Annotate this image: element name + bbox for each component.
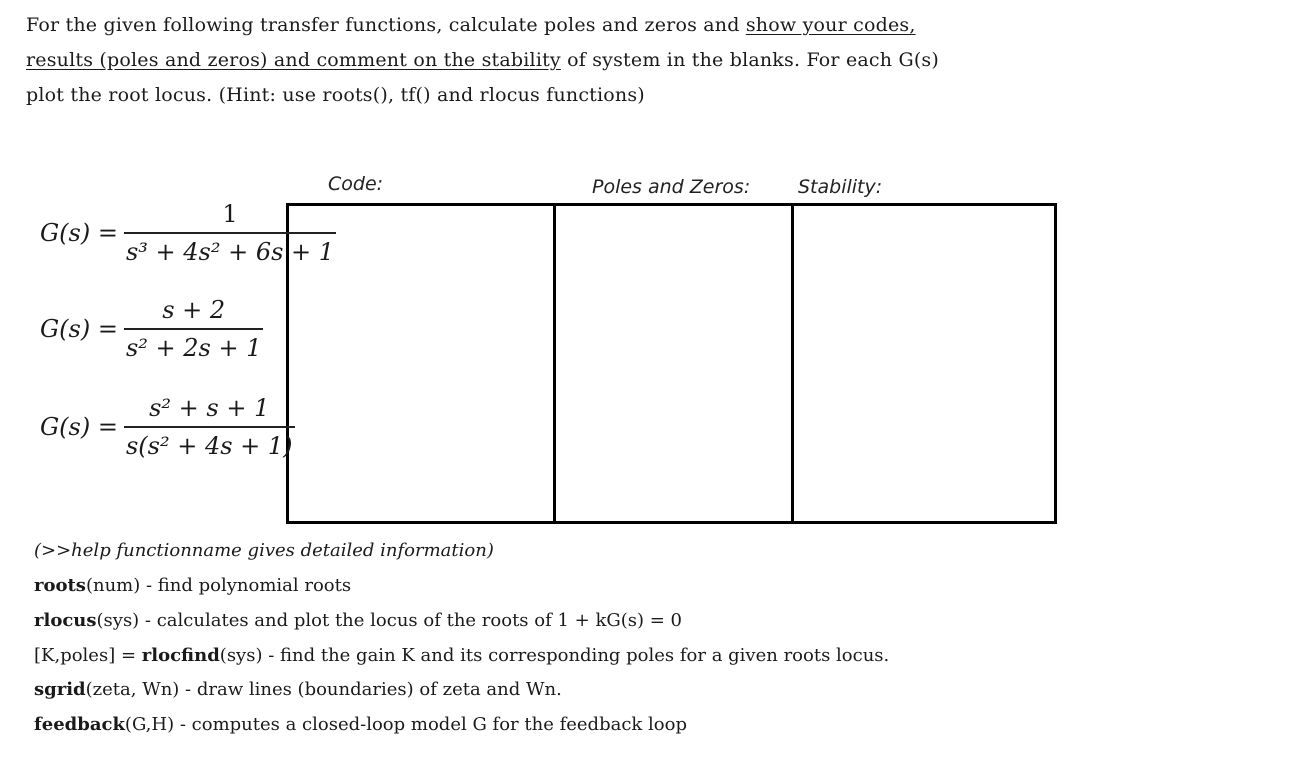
function-name: rlocus [34, 610, 97, 631]
column-divider [791, 206, 794, 521]
transfer-function-3 [40, 394, 295, 460]
equation-numerator: s² + s + 1 [149, 394, 270, 422]
instructions-paragraph [26, 8, 946, 113]
function-desc: (sys) - find the gain K and its corresponding poles for a given roots locus. [219, 645, 890, 666]
header-stability: Stability: [798, 176, 883, 198]
function-desc: (zeta, Wn) - draw lines (boundaries) of zeta and Wn. [85, 679, 562, 700]
function-roots [34, 574, 351, 598]
intro-text-b: of system in the blanks. For each G(s) plot the root locus. (Hint: use roots(), tf() and rlocus functions) [26, 49, 939, 106]
function-rlocus [34, 609, 682, 633]
header-code: Code: [328, 173, 384, 195]
intro-text-a: For the given following transfer functions, calculate poles and zeros and [26, 14, 746, 36]
equation-fraction [124, 200, 336, 266]
help-note: (>>help functionname gives detailed information) [34, 540, 494, 561]
equation-lhs: G(s) = [40, 219, 118, 247]
function-desc: (sys) - calculates and plot the locus of the roots of 1 + kG(s) = 0 [96, 610, 683, 631]
transfer-function-2 [40, 296, 263, 362]
function-feedback [34, 713, 687, 737]
equation-fraction [124, 394, 295, 460]
function-desc: (G,H) - computes a closed-loop model G for the feedback loop [124, 714, 687, 735]
equation-fraction [124, 296, 264, 362]
equation-lhs: G(s) = [40, 315, 118, 343]
answer-table [286, 203, 1057, 524]
function-sgrid [34, 678, 562, 702]
equation-denominator: s² + 2s + 1 [124, 328, 264, 362]
intro-underline-2: results (poles and zeros) and comment on the stability [26, 49, 561, 71]
equation-lhs: G(s) = [40, 413, 118, 441]
function-name: sgrid [34, 679, 86, 700]
function-name: roots [34, 575, 86, 596]
equation-denominator: s³ + 4s² + 6s + 1 [124, 232, 336, 266]
function-rlocfind [34, 644, 889, 668]
intro-underline-1: show your codes, [745, 14, 916, 36]
equation-numerator: s + 2 [162, 296, 226, 324]
header-poles-zeros: Poles and Zeros: [592, 176, 751, 198]
function-name: feedback [34, 714, 125, 735]
function-prefix: [K,poles] = [34, 645, 142, 666]
transfer-function-1 [40, 200, 336, 266]
function-desc: (num) - find polynomial roots [85, 575, 352, 596]
equation-numerator: 1 [222, 200, 238, 228]
equation-denominator: s(s² + 4s + 1) [124, 426, 295, 460]
column-divider [553, 206, 556, 521]
function-name: rlocfind [141, 645, 220, 666]
